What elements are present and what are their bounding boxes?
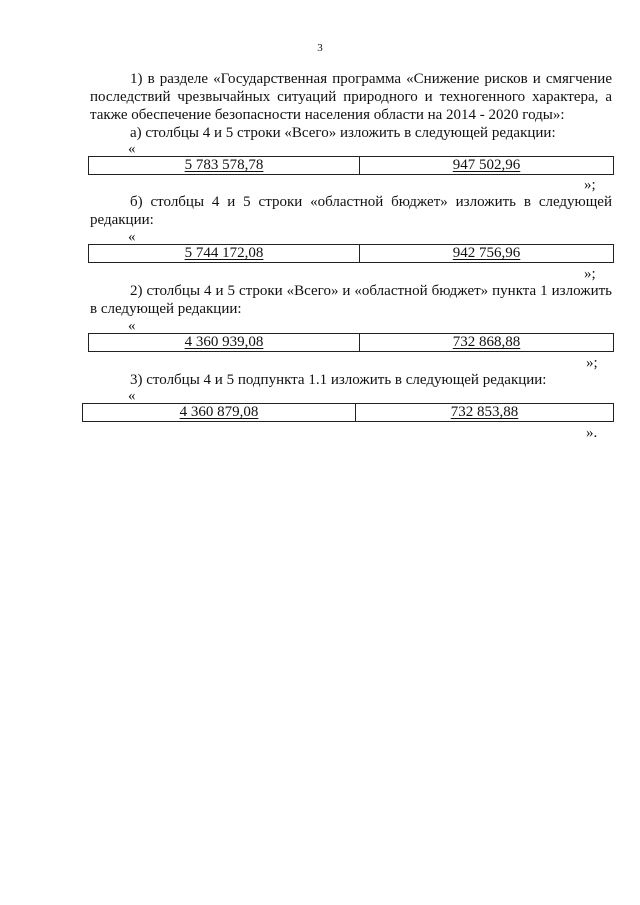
item-2-col5-cell	[359, 334, 613, 351]
item-3-text: 3) столбцы 4 и 5 подпункта 1.1 изложить в следующей редакции:	[130, 372, 547, 388]
intro-paragraph: 1) в разделе «Государственная программа «Снижение рисков и смягчение последствий чрезвычайных ситуаций природного и техногенного характера, а также обеспечение безопасности населения области на 2014 - 2020 годы»:	[90, 71, 612, 123]
item-3-col4-cell	[83, 404, 355, 421]
item-2-col5: 732 868,88	[452, 334, 521, 350]
item-2-close-quote: »;	[586, 355, 598, 371]
page-number: 3	[317, 42, 323, 54]
item-3-col5: 732 853,88	[450, 404, 519, 420]
item-2-open-quote: «	[128, 318, 136, 334]
item-a-close-quote: »;	[584, 177, 596, 193]
item-b-col5-cell	[359, 245, 613, 262]
item-b-col4-cell	[89, 245, 359, 262]
item-3-close-quote: ».	[586, 425, 598, 441]
item-2-table	[88, 333, 614, 352]
item-3-col4: 4 360 879,08	[179, 404, 259, 420]
item-a-col5: 947 502,96	[452, 157, 521, 173]
item-b-table	[88, 244, 614, 263]
item-a-table	[88, 156, 614, 175]
item-b-close-quote: »;	[584, 266, 596, 282]
item-a-col5-cell	[359, 157, 613, 174]
item-b-col5: 942 756,96	[452, 245, 521, 261]
item-a-col4: 5 783 578,78	[184, 157, 264, 173]
item-a-open-quote: «	[128, 141, 136, 157]
item-3-table	[82, 403, 614, 422]
item-b-paragraph: б) столбцы 4 и 5 строки «областной бюджет» изложить в следующей редакции:	[90, 194, 612, 228]
item-2-col4-cell	[89, 334, 359, 351]
item-a-text: а) столбцы 4 и 5 строки «Всего» изложить в следующей редакции:	[130, 125, 556, 141]
item-b-open-quote: «	[128, 229, 136, 245]
item-b-col4: 5 744 172,08	[184, 245, 264, 261]
item-2-paragraph: 2) столбцы 4 и 5 строки «Всего» и «областной бюджет» пункта 1 изложить в следующей редакции:	[90, 283, 612, 317]
item-3-open-quote: «	[128, 388, 136, 404]
item-a-col4-cell	[89, 157, 359, 174]
item-2-col4: 4 360 939,08	[184, 334, 264, 350]
item-3-col5-cell	[355, 404, 613, 421]
